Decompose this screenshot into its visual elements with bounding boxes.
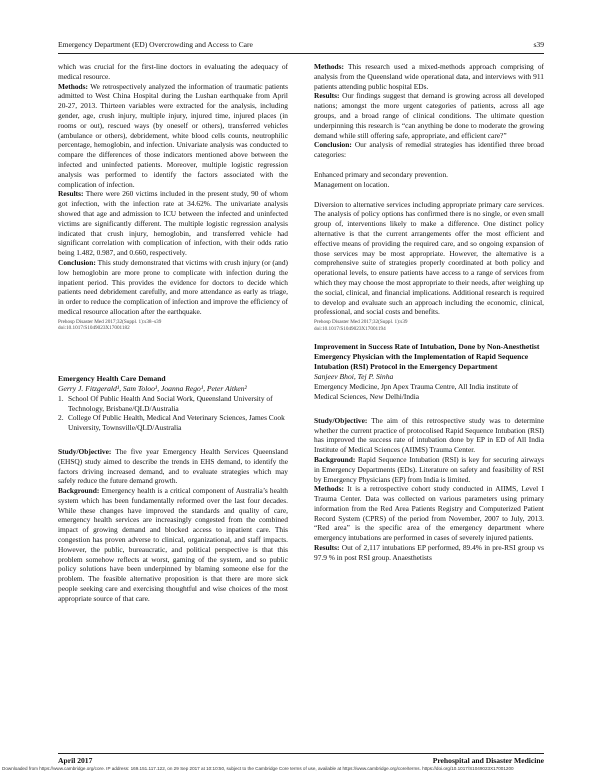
citation: Prehosp Disaster Med 2017;32(Suppl. 1):s39 [314,319,408,326]
affiliation: Emergency Medicine, Jpn Apex Trauma Centre, All India institute of Medical Sciences, New Delhi/India [314,382,519,401]
download-notice: Downloaded from https://www.cambridge.org/core. IP address: 169.151.117.122, on 29 Sep 2017 at 10:10:50, subject to the Cambridge Core terms of use, available at https://www.cambridge.org/core/terms. https://doi.org/10.1017/S1049023X17001200 [2,766,514,771]
affiliation-list [58,394,288,433]
left-column [58,62,288,750]
methods-label: Methods: [314,62,344,71]
affiliation-item: 1. School Of Public Health And Social Work, Queensland University of Technology, Brisbane/QLD/Australia [58,393,273,413]
strategy-item: Management on location. [314,179,390,189]
objective-label: Study/Objective: [314,415,368,425]
doi-link[interactable]: doi:10.1017/S1049023X17001182 [58,325,130,332]
running-title: Emergency Department (ED) Overcrowding and Access to Care [58,40,253,49]
results-label: Results: [58,189,84,199]
right-column [314,62,544,750]
journal-name: Prehospital and Disaster Medicine [432,756,544,765]
abstract-methods: Methods: It is a retrospective cohort study conducted in AIIMS, Level I Trauma Center. Data was collected on various parameters using primary information from the Red Area Patients Registry and Computerized Patient Record System (CPRS) of the period from November, 2007 to July, 2013. “Red area” is the specific area of the emergency department where emergency intubations are performed in cases of severely injured patients. [314,484,544,543]
abstract-diversion: Diversion to alternative services including appropriate primary care services. The analysis of policy options has confirmed there is no single, or even small group of, interventions likely to make a difference. One distinct policy alternative is that the current arrangements offer the most efficient and effective means of providing the required care, and so ongoing expansion of those services may be most appropriate. However, the alternative is a comprehensive suite of strategies properly coordinated at both policy and operational levels, to ensure patients have access to a range of services from which they may choose the most appropriate to their needs, after weighing up the social, clinical, and financial implications. Additional research is required to develop and evaluate such an approach including the economic, clinical, professional, and social costs and benefits. [314,199,544,317]
conclusion-label: Conclusion: [58,257,96,267]
article-title: Improvement in Success Rate of Intubation, Done by Non-Anesthetist Emergency Physician with the Implementation of Rapid Sequence Intubation (RSI) Protocol in the Emergency Department [314,342,540,372]
doi-link[interactable]: doi:10.1017/S1049023X17001194 [314,325,386,332]
article-title: Emergency Health Care Demand [58,373,166,383]
results-label: Results: [314,543,340,553]
abstract-methods: Methods: This research used a mixed-methods approach comprising of analysis from the Queensland wide operational data, and interviews with 911 patients attending public hospital EDs. [314,62,544,91]
page-number: s39 [533,40,544,49]
strategy-item: Enhanced primary and secondary prevention. [314,169,449,179]
background-label: Background: [314,454,356,464]
abstract-objective: Study/Objective: The aim of this retrospective study was to determine whether the current practice of protocolised Rapid Sequence Intubation (RSI) has improved the success rate of intubation done by EP in ED of All India Institute of Medical Sciences (AIIMS) Trauma Center. [314,415,544,455]
abstract-conclusion: Conclusion: Our analysis of remedial strategies has identified three broad categories: [314,140,544,160]
background-label: Background: [58,486,100,496]
abstract-results: Results: Our findings suggest that demand is growing across all developed nations; amongst the more urgent categories of patients, across all age groups, and a broad range of clinical conditions. The ultimate question underpinning this research is “can anything be done to moderate the growing demand while still offering safe, appropriate, and efficient care?” [314,91,544,140]
article-authors: Gerry J. Fitzgerald¹, Sam Toloo¹, Joanna Rego¹, Peter Aitken² [58,383,247,393]
footer-rule [58,753,544,754]
results-label: Results: [314,91,340,101]
methods-label: Methods: [58,81,88,91]
article-authors: Sanjeev Bhoi, Tej P. Sinha [314,372,394,382]
abstract-results: Results: Out of 2,117 intubations EP performed, 89.4% in pre-RSI group vs 97.9 % in post RSI group. Anaesthetists [314,543,544,562]
conclusion-label: Conclusion: [314,140,352,150]
objective-label: Study/Objective: [58,446,112,456]
abstract-background: Background: Rapid Sequence Intubation (RSI) is key for securing airways in Emergency Departments (EDs). Literature on safety and feasibility of RSI by Emergency Physicians (EP) from India is limited. [314,454,544,484]
header-rule [58,53,544,54]
abstract-background: Background: Emergency health is a critical component of Australia’s health system which has been fundamentally reformed over the last four decades. While these changes have improved the standards and quality of care, emergency health services are increasingly congested from the combined impact of growing demand and blocked access to inpatient care. This congestion has proven adverse to clinical, organizational, and staff impacts. However, the public, bureaucratic, and political perspective is that this problem somehow reflects at worst, gaming of the system, and so public policy solutions have been underpinned by blaming someone else for the problem. The feasible alternative proposition is that there are more sick people seeking care and exercising thoughtful and wise choices of the most appropriate source of that care. [58,486,288,603]
abstract-results: Results: There were 260 victims included in the present study, 90 of whom got infection, with the infection rate at 34.62%. The univariate analysis showed that age and admission to ICU between the infected and uninfected victims are significantly different. The multiple logistic regression analysis indicated that crush injury, hemoglobin, and transferred vehicle had significant correlation with complication of infection, with their odds ratio being 1.482, 0.987, and 0.660, respectively. [58,189,288,258]
citation: Prehosp Disaster Med 2017;32(Suppl. 1):s38–s39 [58,318,162,325]
affiliation-item: 2. College Of Public Health, Medical And Veterinary Sciences, James Cook University, Townsville/QLD/Australia [58,413,285,433]
abstract-methods: Methods: We retrospectively analyzed the information of traumatic patients admitted to West China Hospital during the Lushan earthquake from April 20-27, 2013. Thirteen variables were extracted for the analysis, including gender, age, crush injury, multiple injury, injured time, injured places (in rooms or out), rescued ways (by oneself or others), transferred vehicles (ambulance or others), debridement, white blood cells counts, neutrophilic percentage, hemoglobin, and infection. Univariate analysis was conducted to compare the differences of those indicators mentioned above between the infected and uninfected patients. Moreover, multiple logistic regression analysis was performed to identify the factors associated with the complication of infection. [58,81,288,189]
abstract-continuation-intro: which was crucial for the first-line doctors in evaluating the adequacy of medical resource. [58,62,288,81]
abstract-objective: Study/Objective: The five year Emergency Health Services Queensland (EHSQ) study aimed to describe the trends in EHS demand, to identify the factors driving increased demand, and to evaluate strategies which may safely reduce the future demand growth. [58,446,288,486]
methods-label: Methods: [314,484,344,494]
abstract-conclusion: Conclusion: This study demonstrated that victims with crush injury (or (and) low hemoglobin are more prone to complicate with infection during the inpatient period. This provides the evidence for doctors to decide which patients need debridement carefully, and more attendance as early as triage, in order to reduce the complication of infection and improve the efficiency of medical resource allocation after the earthquake. [58,257,288,316]
issue-date: April 2017 [58,756,93,765]
